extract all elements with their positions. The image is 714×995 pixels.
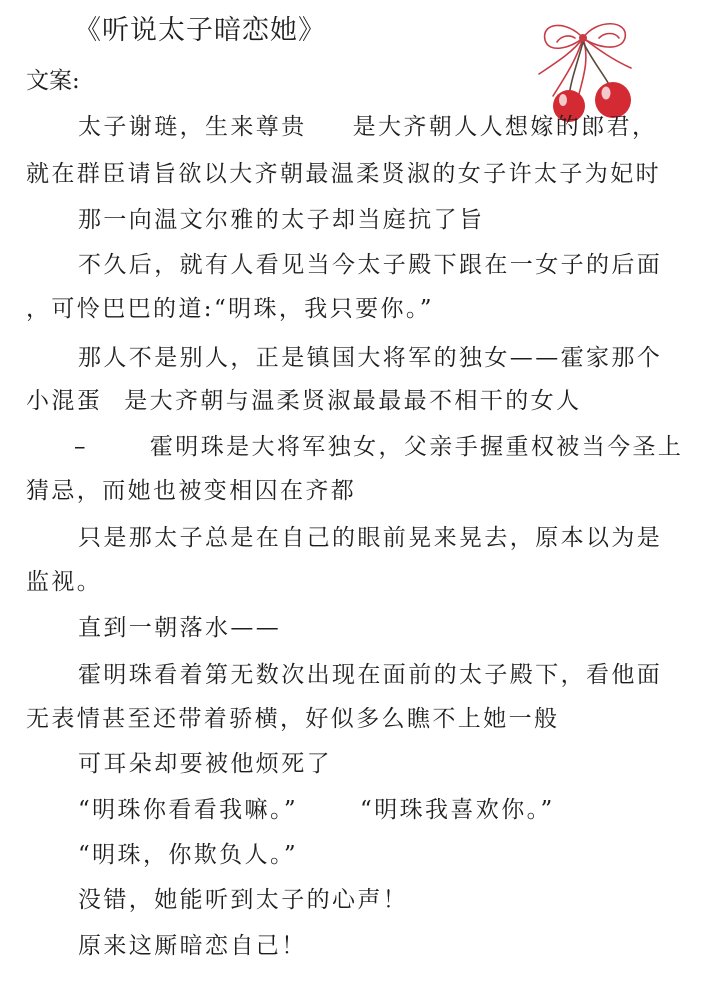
- text-line: 那人不是别人，正是镇国大将军的独女——霍家那个: [78, 345, 663, 371]
- text-line: 就在群臣请旨欲以大齐朝最温柔贤淑的女子许太子为妃时: [26, 161, 661, 187]
- text-line: [26, 382, 581, 420]
- text-line: ，可怜巴巴的道:“明珠，我只要你。”: [26, 296, 434, 322]
- page-title: 《听说太子暗恋她》: [74, 15, 326, 46]
- text-segment: –: [74, 434, 88, 460]
- text-segment: 霍明珠是大将军独女，父亲手握重权被当今圣上: [149, 434, 684, 460]
- text-line: 没错，她能听到太子的心声！: [78, 887, 409, 913]
- text-line: 无表情甚至还带着骄横，好似多么瞧不上她一般: [26, 706, 560, 732]
- text-line: 那一向温文尔雅的太子却当庭抗了旨: [78, 207, 485, 233]
- text-line: 不久后，就有人看见当今太子殿下跟在一女子的后面: [78, 252, 663, 278]
- text-line: [74, 428, 683, 466]
- text-line: 猜忌，而她也被变相囚在齐都: [26, 478, 357, 504]
- text-segment: 太子谢琏，生来尊贵: [78, 114, 307, 140]
- text-line: 监视。: [26, 569, 103, 595]
- text-line: “明珠，你欺负人。”: [78, 842, 299, 868]
- text-line: [78, 108, 657, 146]
- text-segment: 是大齐朝与温柔贤淑最最最不相干的女人: [124, 388, 582, 414]
- text-segment: “明珠我喜欢你。”: [360, 797, 555, 823]
- section-heading: 文案:: [26, 68, 80, 94]
- text-line: [78, 791, 555, 829]
- text-line: 直到一朝落水——: [78, 615, 282, 641]
- text-segment: 小混蛋: [26, 388, 103, 414]
- text-line: 原来这厮暗恋自己！: [78, 933, 307, 959]
- text-segment: “明珠你看看我嘛。”: [78, 797, 299, 823]
- text-line: 可耳朵却要被他烦死了: [78, 751, 332, 777]
- text-line: 只是那太子总是在自己的眼前晃来晃去，原本以为是: [78, 525, 663, 551]
- text-line: 霍明珠看着第无数次出现在面前的太子殿下，看他面: [78, 662, 663, 688]
- text-segment: 是大齐朝人人想嫁的郎君，: [352, 114, 658, 140]
